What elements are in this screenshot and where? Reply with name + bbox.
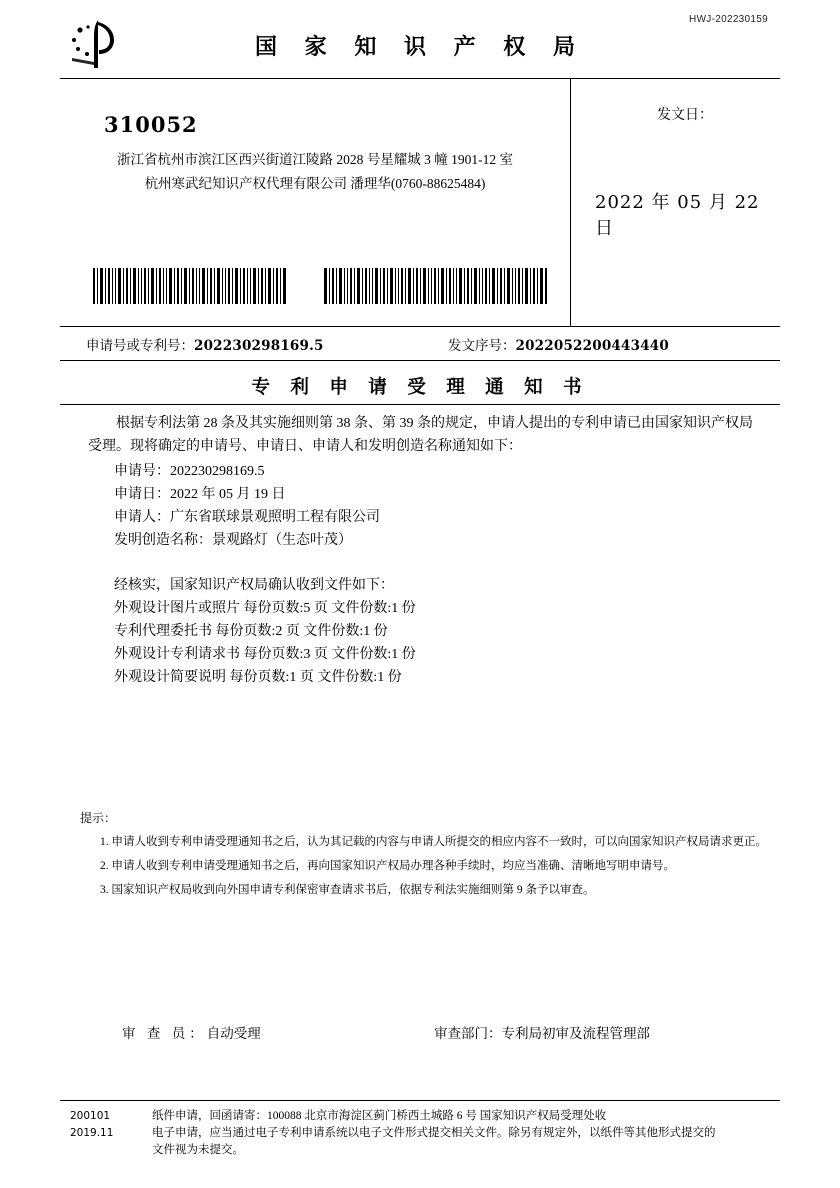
examiner-value: 自动受理 [206,1026,261,1041]
footer-divider [60,1100,780,1101]
tip-item-1: 1. 申请人收到专利申请受理通知书之后，认为其记载的内容与申请人所提交的相应内容不一致时，可以向国家知识产权局请求更正。 [100,836,767,848]
examiner-field [122,1022,261,1042]
tip-item-2: 2. 申请人收到专利申请受理通知书之后，再向国家知识产权局办理各种手续时，均应当准确、清晰地写明申请号。 [100,860,675,872]
numbers-divider [60,360,780,361]
issue-panel [570,78,781,326]
tips-section [80,808,780,905]
document-item-4: 外观设计简要说明 每份页数:1 页 文件份数:1 份 [114,670,402,685]
footer-line-2: 电子申请，应当通过电子专利申请系统以电子文件形式提交相关文件。除另有规定外，以纸件等其他形式提交的 [152,1127,716,1139]
document-header [60,18,780,76]
application-number-value: 202230298169.5 [194,338,324,354]
field-applicant: 申请人：广东省联球景观照明工程有限公司 [114,510,380,525]
serial-number-value: 2022052200443440 [515,338,669,354]
department-value: 专利局初审及流程管理部 [501,1026,650,1041]
address-issue-box [60,78,780,326]
organization-title: 国 家 知 识 产 权 局 [255,34,585,60]
issue-date-label: 发文日： [657,108,713,123]
footer-line-1: 纸件申请，回函请寄：100088 北京市海淀区蓟门桥西土城路 6 号 国家知识产权局受理处收 [152,1110,607,1122]
field-invention-title: 发明创造名称：景观路灯（生态叶茂） [114,533,352,548]
serial-number-label: 发文序号： [448,338,516,353]
footer-code-2: 2019.11 [70,1127,114,1139]
page-title: 专 利 申 请 受 理 通 知 书 [251,377,589,398]
document-item-2: 专利代理委托书 每份页数:2 页 文件份数:1 份 [114,624,388,639]
barcode-left [93,268,288,304]
department-label: 审查部门： [434,1026,502,1041]
numbers-row [60,326,780,360]
title-divider [60,404,780,405]
footer-text [152,1108,772,1159]
address-line-1: 浙江省杭州市滨江区西兴街道江陵路 2028 号星耀城 3 幢 1901-12 室 [117,152,513,167]
document-code: HWJ-202230159 [689,14,768,25]
address-line-2: 杭州寒武纪知识产权代理有限公司 潘理华(0760-88625484) [144,176,486,191]
footer-line-3: 文件视为未提交。 [152,1144,244,1156]
department-field [434,1022,650,1042]
footer-codes [70,1108,150,1142]
address-panel [60,78,570,326]
barcode-right [324,268,549,304]
confirm-intro: 经核实，国家知识产权局确认收到文件如下： [114,578,394,593]
barcode-group [90,268,560,304]
examiner-label: 审 查 员： [122,1026,207,1041]
document-item-1: 外观设计图片或照片 每份页数:5 页 文件份数:1 份 [114,601,416,616]
document-body [88,412,760,689]
field-application-date: 申请日：2022 年 05 月 19 日 [114,487,286,502]
document-item-3: 外观设计专利请求书 每份页数:3 页 文件份数:1 份 [114,647,416,662]
application-number [86,334,324,354]
serial-number [448,334,669,354]
body-intro: 根据专利法第 28 条及其实施细则第 38 条、第 39 条的规定，申请人提出的专利申请已由国家知识产权局受理。现将确定的申请号、申请日、申请人和发明创造名称通知如下： [88,416,753,454]
issue-date-value: 2022 年 05 月 22 日 [595,192,760,239]
tips-heading: 提示： [80,811,117,825]
footer-code-1: 200101 [70,1110,111,1122]
postcode: 310052 [104,112,198,137]
field-application-number: 申请号：202230298169.5 [114,464,265,479]
application-number-label: 申请号或专利号： [86,338,194,353]
tip-item-3: 3. 国家知识产权局收到向外国申请专利保密审查请求书后，依据专利法实施细则第 9 条予以审查。 [100,884,595,896]
